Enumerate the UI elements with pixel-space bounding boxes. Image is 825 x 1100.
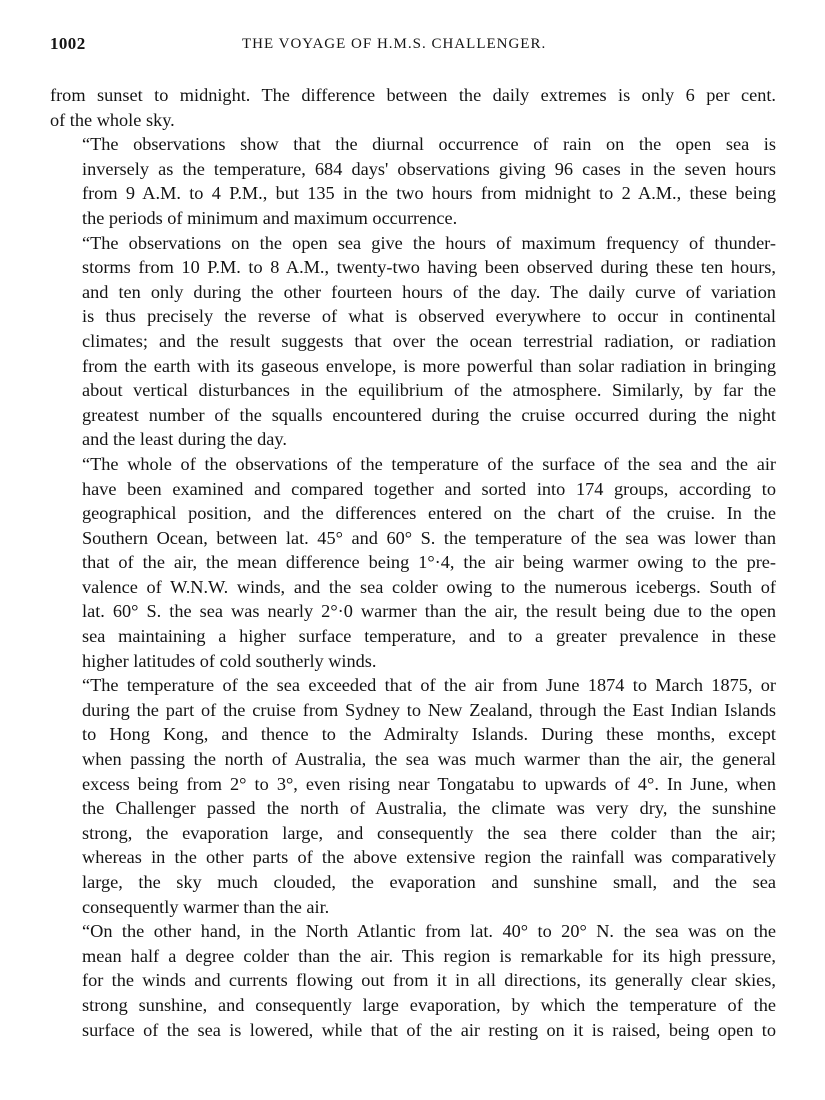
text-line: “On the other hand, in the North Atlantic from lat. 40° to 20° N. the sea was on the: [82, 921, 776, 942]
text-line: excess being from 2° to 3°, even rising near Tongatabu to upwards of 4°. In June, when: [82, 773, 776, 794]
paragraph-sea-air-temperature: [50, 452, 776, 673]
paragraph-1: [50, 83, 776, 132]
text-line: from 9 A.M. to 4 P.M., but 135 in the two hours from midnight to 2 A.M., these being: [82, 183, 776, 204]
text-line: for the winds and currents flowing out from it in all directions, its generally clear skies,: [82, 970, 776, 991]
text-line: climates; and the result suggests that over the ocean terrestrial radiation, or radiation: [82, 330, 776, 351]
text-line: sea maintaining a higher surface temperature, and to a greater prevalence in these: [82, 626, 776, 647]
text-line: of the whole sky.: [50, 109, 175, 130]
paragraph-sea-exceeded-air: [50, 673, 776, 919]
text-line: mean half a degree colder than the air. This region is remarkable for its high pressure,: [82, 945, 776, 966]
text-line: and ten only during the other fourteen hours of the day. The daily curve of variation: [82, 281, 776, 302]
document-page: [50, 30, 776, 1042]
text-line: whereas in the other parts of the above extensive region the rainfall was comparatively: [82, 847, 776, 868]
text-line: lat. 60° S. the sea was nearly 2°·0 warmer than the air, the result being due to the open: [82, 601, 776, 622]
running-title: THE VOYAGE OF H.M.S. CHALLENGER.: [242, 36, 547, 52]
text-line: the periods of minimum and maximum occurrence.: [82, 207, 458, 228]
text-line: consequently warmer than the air.: [82, 896, 330, 917]
body-text: [50, 83, 776, 1042]
text-line: when passing the north of Australia, the sea was much warmer than the air, the general: [82, 749, 776, 770]
text-line: about vertical disturbances in the equilibrium of the atmosphere. Similarly, by far the: [82, 380, 776, 401]
text-line: valence of W.N.W. winds, and the sea colder owing to the numerous icebergs. South of: [82, 576, 776, 597]
page-number: 1002: [50, 34, 86, 53]
text-line: greatest number of the squalls encountered during the cruise occurred during the night: [82, 404, 776, 425]
text-line: to Hong Kong, and thence to the Admiralty Islands. During these months, except: [82, 724, 776, 745]
paragraph-thunderstorms: [50, 231, 776, 452]
text-line: “The observations on the open sea give the hours of maximum frequency of thunder-: [82, 232, 776, 253]
paragraph-north-atlantic: [50, 919, 776, 1042]
running-head: [50, 30, 776, 56]
text-line: and the least during the day.: [82, 429, 287, 450]
text-line: geographical position, and the differences entered on the chart of the cruise. In the: [82, 503, 776, 524]
text-line: “The observations show that the diurnal occurrence of rain on the open sea is: [82, 134, 776, 155]
text-line: surface of the sea is lowered, while that of the air resting on it is raised, being open to: [82, 1019, 776, 1040]
text-line: from sunset to midnight. The difference between the daily extremes is only 6 per cent.: [50, 85, 776, 105]
text-line: the Challenger passed the north of Australia, the climate was very dry, the sunshine: [82, 798, 776, 819]
text-line: strong, the evaporation large, and consequently the sea there colder than the air;: [82, 822, 776, 843]
text-line: storms from 10 P.M. to 8 A.M., twenty-two having been observed during these ten hours,: [82, 257, 776, 278]
text-line: during the part of the cruise from Sydney to New Zealand, through the East Indian Islands: [82, 699, 776, 720]
text-line: that of the air, the mean difference being 1°·4, the air being warmer owing to the pre-: [82, 552, 776, 573]
text-line: large, the sky much clouded, the evaporation and sunshine small, and the sea: [82, 872, 776, 892]
paragraph-rain-observations: [50, 132, 776, 230]
text-line: strong sunshine, and consequently large evaporation, by which the temperature of the: [82, 994, 776, 1015]
text-line: “The temperature of the sea exceeded that of the air from June 1874 to March 1875, or: [82, 675, 776, 696]
text-line: “The whole of the observations of the temperature of the surface of the sea and the air: [82, 453, 776, 474]
text-line: Southern Ocean, between lat. 45° and 60° S. the temperature of the sea was lower than: [82, 527, 776, 548]
text-line: is thus precisely the reverse of what is observed everywhere to occur in continental: [82, 306, 776, 327]
text-line: from the earth with its gaseous envelope, is more powerful than solar radiation in bringing: [82, 355, 776, 376]
text-line: have been examined and compared together and sorted into 174 groups, according to: [82, 478, 776, 499]
text-line: higher latitudes of cold southerly winds.: [82, 650, 377, 671]
text-line: inversely as the temperature, 684 days' observations giving 96 cases in the seven hours: [82, 158, 776, 179]
